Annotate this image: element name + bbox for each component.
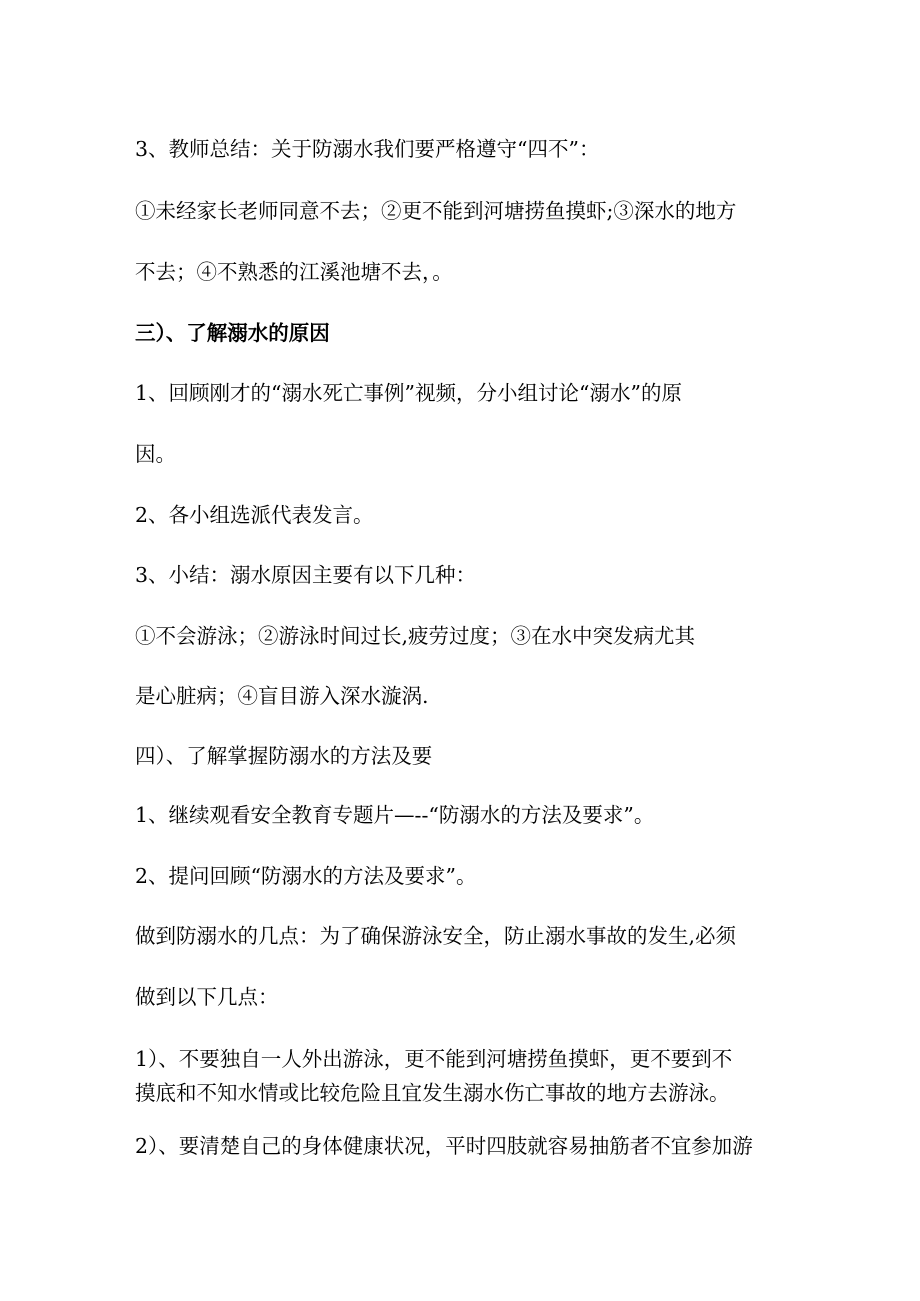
paragraph-four-nots-line-2: 不去；④不熟悉的江溪池塘不去，。 (135, 260, 453, 284)
paragraph-points-intro-line-2: 做到以下几点： (135, 985, 279, 1009)
section-heading-causes: 三）、了解溺水的原因 (135, 321, 330, 345)
paragraph-point-1-line-2: 摸底和不知水情或比较危险且宜发生溺水伤亡事故的地方去游泳。 (135, 1081, 730, 1105)
paragraph-summary-causes: 3、小结：溺水原因主要有以下几种： (135, 563, 477, 587)
section-heading-methods: 四）、了解掌握防溺水的方法及要 (135, 744, 433, 768)
paragraph-four-nots-line-1: ①未经家长老师同意不去；②更不能到河塘捞鱼摸虾;③深水的地方 (135, 199, 737, 223)
paragraph-question-review: 2、提问回顾“防溺水的方法及要求”。 (135, 864, 477, 888)
paragraph-points-intro-line-1: 做到防溺水的几点：为了确保游泳安全，防止溺水事故的发生,必须 (135, 924, 737, 948)
paragraph-watch-film: 1、继续观看安全教育专题片—--“防溺水的方法及要求”。 (135, 803, 655, 827)
paragraph-point-1-line-1: 1）、不要独自一人外出游泳，更不能到河塘捞鱼摸虾，更不要到不 (135, 1047, 733, 1071)
paragraph-review-video-line-2: 因。 (135, 442, 176, 466)
paragraph-causes-list-line-2: 是心脏病；④盲目游入深水漩涡. (135, 684, 429, 708)
paragraph-causes-list-line-1: ①不会游泳；②游泳时间过长,疲劳过度；③在水中突发病尤其 (135, 624, 696, 648)
paragraph-point-2-line-1: 2）、要清楚自己的身体健康状况，平时四肢就容易抽筋者不宜参加游 (135, 1134, 753, 1158)
paragraph-teacher-summary: 3、教师总结：关于防溺水我们要严格遵守“四不”： (135, 137, 600, 161)
paragraph-review-video-line-1: 1、回顾刚才的“溺水死亡事例”视频，分小组讨论“溺水”的原 (135, 381, 682, 405)
paragraph-group-speak: 2、各小组选派代表发言。 (135, 503, 374, 527)
